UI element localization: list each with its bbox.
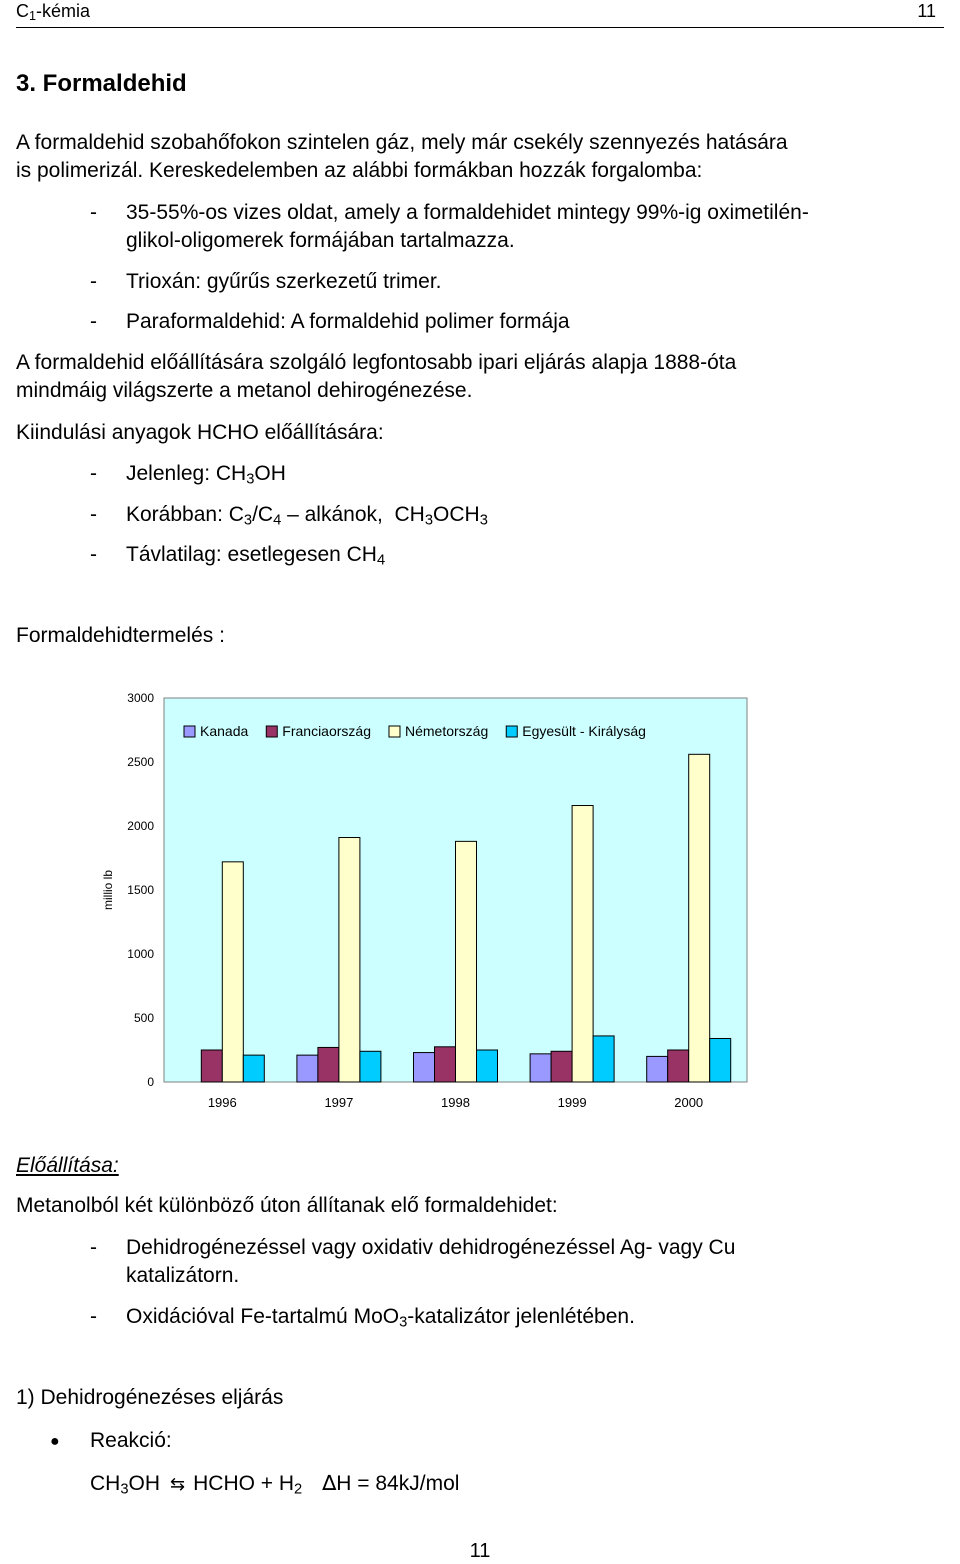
bar-kanada-1998 xyxy=(414,1053,435,1082)
bar-egyes-lt-kir-lys-g-1999 xyxy=(593,1036,614,1082)
page-header xyxy=(16,0,944,28)
bar-egyes-lt-kir-lys-g-2000 xyxy=(710,1038,731,1082)
x-tick-label: 1999 xyxy=(557,1095,587,1110)
legend-swatch xyxy=(506,726,517,737)
bar-egyes-lt-kir-lys-g-1998 xyxy=(477,1050,498,1082)
y-tick-label: 1500 xyxy=(127,883,154,897)
manufacture-item-1-line-1: Dehidrogénezéssel vagy oxidativ dehidrogénezéssel Ag- vagy Cu xyxy=(126,1236,736,1259)
header-page-number: 11 xyxy=(917,1,936,21)
list-dash: - xyxy=(90,1305,97,1328)
earlier-mid: /C xyxy=(252,503,274,526)
legend-label: Franciaország xyxy=(282,723,371,739)
manufacture-item-2 xyxy=(126,1303,948,1331)
list-dash: - xyxy=(90,270,97,293)
bar-kanada-1997 xyxy=(297,1055,318,1082)
legend-swatch xyxy=(266,726,277,737)
bar-n-metorsz-g-1996 xyxy=(222,862,243,1082)
legend-label: Németország xyxy=(404,723,489,739)
item2-sub: 3 xyxy=(399,1314,408,1331)
chart-svg xyxy=(0,680,960,1120)
process-heading: 1) Dehidrogénezéses eljárás xyxy=(16,1386,284,1409)
eq-b: OH xyxy=(128,1472,161,1495)
bar-franciaorsz-g-1998 xyxy=(435,1047,456,1082)
intro-line-2: is polimerizál. Kereskedelemben az alábbi formákban hozzák forgalomba: xyxy=(16,159,703,182)
item2-prefix: Oxidációval Fe-tartalmú MoO xyxy=(126,1305,400,1328)
header-course-suffix: -kémia xyxy=(36,1,91,21)
forms-item-3: Paraformaldehid: A formaldehid polimer formája xyxy=(126,310,570,333)
bar-franciaorsz-g-1999 xyxy=(551,1051,572,1082)
raw-materials-heading: Kiindulási anyagok HCHO előállítására: xyxy=(16,421,384,444)
bar-n-metorsz-g-2000 xyxy=(689,754,710,1082)
eq-c: HCHO + H xyxy=(193,1472,295,1495)
footer-page-number: 11 xyxy=(469,1540,491,1562)
earlier-sub-3: 3 xyxy=(424,512,434,529)
x-tick-label: 1996 xyxy=(207,1095,237,1110)
x-tick-label: 1998 xyxy=(441,1095,470,1110)
future-sub: 4 xyxy=(376,552,386,569)
y-tick-label: 2500 xyxy=(127,755,154,769)
y-tick-label: 2000 xyxy=(127,819,154,833)
y-tick-label: 3000 xyxy=(127,691,154,705)
raw-materials-future xyxy=(126,541,948,569)
list-dash: - xyxy=(90,543,97,566)
eq-a: CH xyxy=(90,1472,121,1495)
legend-swatch xyxy=(184,726,195,737)
y-axis-label: millio lb xyxy=(101,869,115,911)
earlier-mid-2: OCH xyxy=(433,503,480,526)
equilibrium-arrow-icon: ⇆ xyxy=(170,1474,186,1495)
bar-egyes-lt-kir-lys-g-1997 xyxy=(360,1051,381,1082)
list-dash: - xyxy=(90,310,97,333)
bar-egyes-lt-kir-lys-g-1996 xyxy=(243,1055,264,1082)
reaction-label: Reakció: xyxy=(90,1429,172,1452)
header-course-label xyxy=(16,1,90,22)
header-course-prefix: C xyxy=(16,1,29,21)
legend-label: Kanada xyxy=(200,723,249,739)
earlier-sub-4: 3 xyxy=(479,512,488,529)
x-tick-label: 2000 xyxy=(674,1095,704,1110)
bullet-icon: ● xyxy=(50,1433,60,1450)
bar-franciaorsz-g-1997 xyxy=(318,1047,339,1082)
raw-materials-earlier xyxy=(126,501,948,529)
chart-heading: Formaldehidtermelés : xyxy=(16,624,225,647)
current-suffix: OH xyxy=(254,462,286,485)
earlier-sub-1: 3 xyxy=(243,512,253,529)
manufacture-item-1-line-2: katalizátorn. xyxy=(126,1264,240,1287)
bar-kanada-2000 xyxy=(647,1056,668,1082)
list-dash: - xyxy=(90,462,97,485)
header-course-sub: 1 xyxy=(29,9,37,24)
bar-franciaorsz-g-2000 xyxy=(668,1050,689,1082)
manufacture-heading: Előállítása: xyxy=(16,1154,119,1177)
earlier-sub-2: 4 xyxy=(273,512,282,529)
reaction-equation xyxy=(90,1469,459,1499)
forms-item-1-line-2: glikol-oligomerek formájában tartalmazza. xyxy=(126,229,515,252)
production-line-1: A formaldehid előállítására szolgáló legfontosabb ipari eljárás alapja 1888-óta xyxy=(16,351,737,374)
forms-item-1-line-1: 35-55%-os vizes oldat, amely a formaldehidet mintegy 99%-ig oximetilén- xyxy=(126,201,809,224)
current-sub: 3 xyxy=(246,471,255,488)
bar-franciaorsz-g-1996 xyxy=(201,1050,222,1082)
delta-symbol: ∆ xyxy=(322,1471,337,1495)
raw-materials-current xyxy=(126,460,948,488)
list-dash: - xyxy=(90,201,97,224)
earlier-prefix: Korábban: C xyxy=(126,503,244,526)
bar-n-metorsz-g-1997 xyxy=(339,838,360,1082)
manufacture-intro: Metanolból két különböző úton állítanak elő formaldehidet: xyxy=(16,1194,558,1217)
list-dash: - xyxy=(90,503,97,526)
list-dash: - xyxy=(90,1236,97,1259)
forms-item-2: Trioxán: gyűrűs szerkezetű trimer. xyxy=(126,270,442,293)
intro-line-1: A formaldehid szobahőfokon szintelen gáz, mely már csekély szennyezés hatására xyxy=(16,131,788,154)
current-prefix: Jelenleg: CH xyxy=(126,462,247,485)
y-tick-label: 1000 xyxy=(127,947,154,961)
section-title: 3. Formaldehid xyxy=(16,70,187,97)
y-tick-label: 500 xyxy=(133,1011,154,1025)
earlier-dash: – alkánok, CH xyxy=(281,503,425,526)
eq-a-sub: 3 xyxy=(120,1481,129,1498)
production-line-2: mindmáig világszerte a metanol dehirogénezése. xyxy=(16,379,473,402)
y-tick-label: 0 xyxy=(147,1075,154,1089)
item2-suffix: -katalizátor jelenlétében. xyxy=(407,1305,635,1328)
legend-swatch xyxy=(389,726,400,737)
bar-n-metorsz-g-1998 xyxy=(456,841,477,1082)
x-tick-label: 1997 xyxy=(324,1095,354,1110)
bar-kanada-1999 xyxy=(530,1054,551,1082)
eq-c-sub: 2 xyxy=(294,1481,303,1498)
legend-label: Egyesült - Királyság xyxy=(522,723,646,739)
future-prefix: Távlatilag: esetlegesen CH xyxy=(126,543,377,566)
bar-n-metorsz-g-1999 xyxy=(572,806,593,1082)
eq-d: H = 84kJ/mol xyxy=(336,1472,460,1495)
production-chart xyxy=(0,680,960,1120)
